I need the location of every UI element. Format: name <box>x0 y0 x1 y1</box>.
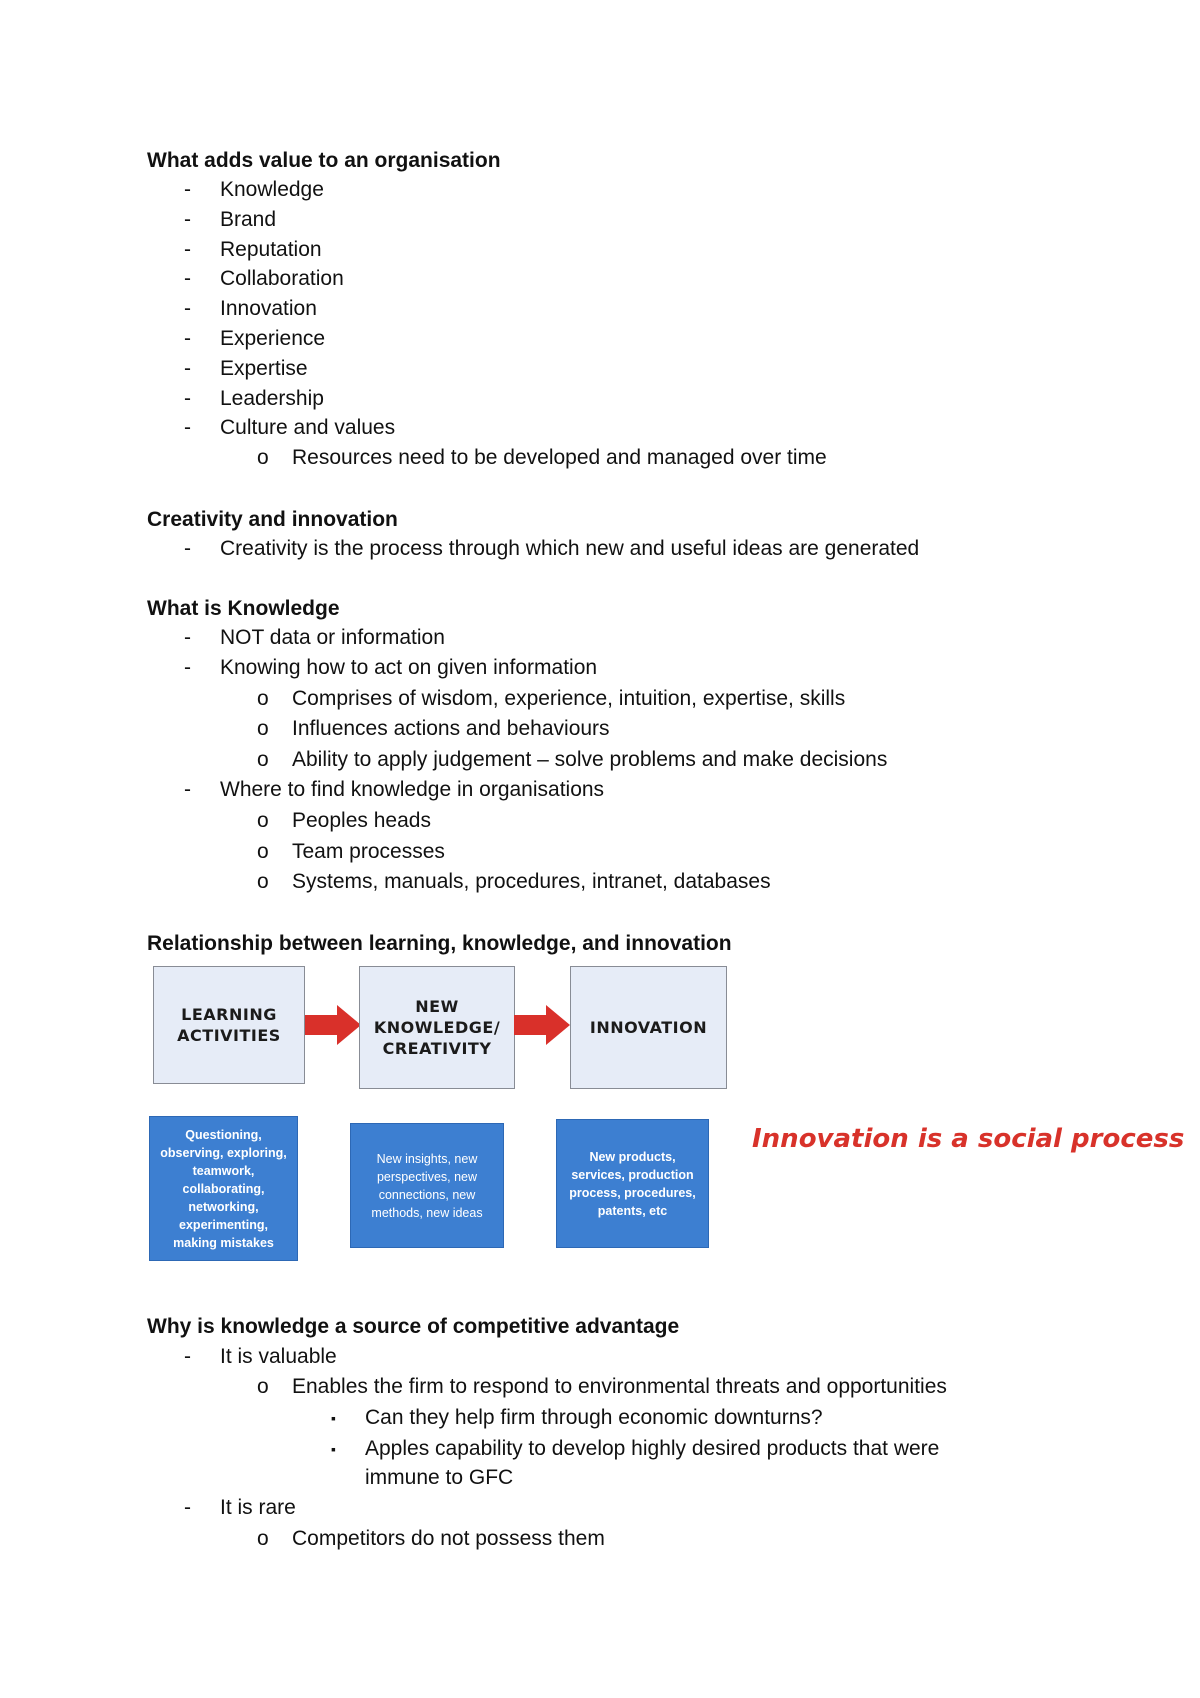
list-item: Leadership <box>220 387 324 410</box>
sub-item: Peoples heads <box>292 809 431 832</box>
dash-bullet: - <box>184 387 191 410</box>
dash-bullet: - <box>184 416 191 439</box>
sub-item: Enables the firm to respond to environmental threats and opportunities <box>292 1375 947 1398</box>
circle-bullet: o <box>257 717 269 740</box>
sub-item: Resources need to be developed and managed over time <box>292 446 827 469</box>
box-new-knowledge-creativity: NEW KNOWLEDGE/ CREATIVITY <box>359 966 515 1089</box>
arrow-right-icon <box>514 1005 570 1045</box>
dash-bullet: - <box>184 778 191 801</box>
section-heading: Why is knowledge a source of competitive advantage <box>147 1315 680 1338</box>
arrow-right-icon <box>305 1005 361 1045</box>
circle-bullet: o <box>257 840 269 863</box>
list-item: Where to find knowledge in organisations <box>220 778 605 801</box>
sub-sub-item: Can they help firm through economic downturns? <box>365 1406 823 1429</box>
sub-item: Ability to apply judgement – solve problems and make decisions <box>292 748 888 771</box>
list-item: Reputation <box>220 238 322 261</box>
sub-item: Comprises of wisdom, experience, intuition, expertise, skills <box>292 687 846 710</box>
list-item: It is valuable <box>220 1345 337 1368</box>
square-bullet: ▪ <box>331 1410 336 1426</box>
circle-bullet: o <box>257 809 269 832</box>
section-heading: Creativity and innovation <box>147 508 398 531</box>
dash-bullet: - <box>184 208 191 231</box>
new-knowledge-detail: New insights, new perspectives, new connections, new methods, new ideas <box>350 1123 504 1248</box>
dash-bullet: - <box>184 178 191 201</box>
circle-bullet: o <box>257 446 269 469</box>
list-item: Creativity is the process through which new and useful ideas are generated <box>220 537 920 560</box>
list-item: It is rare <box>220 1496 296 1519</box>
circle-bullet: o <box>257 1375 269 1398</box>
dash-bullet: - <box>184 357 191 380</box>
sub-item: Competitors do not possess them <box>292 1527 605 1550</box>
dash-bullet: - <box>184 327 191 350</box>
section-heading: Relationship between learning, knowledge, and innovation <box>147 932 732 955</box>
list-item: Brand <box>220 208 277 231</box>
sub-sub-item: Apples capability to develop highly desired products that were <box>365 1437 940 1460</box>
innovation-detail: New products, services, production process, procedures, patents, etc <box>556 1119 709 1248</box>
dash-bullet: - <box>184 656 191 679</box>
sub-sub-item-continuation: immune to GFC <box>365 1466 514 1489</box>
list-item: Innovation <box>220 297 317 320</box>
list-item: Knowledge <box>220 178 324 201</box>
square-bullet: ▪ <box>331 1441 336 1457</box>
box-learning-activities: LEARNING ACTIVITIES <box>153 966 305 1084</box>
circle-bullet: o <box>257 1527 269 1550</box>
slogan-text: Innovation is a social process <box>752 1124 1185 1154</box>
sub-item: Team processes <box>292 840 445 863</box>
learning-activities-detail: Questioning, observing, exploring, teamwork, collaborating, networking, experimenting, making mistakes <box>149 1116 298 1261</box>
list-item: Culture and values <box>220 416 396 439</box>
box-innovation: INNOVATION <box>570 966 727 1089</box>
list-item: Collaboration <box>220 267 344 290</box>
list-item: NOT data or information <box>220 626 445 649</box>
dash-bullet: - <box>184 297 191 320</box>
dash-bullet: - <box>184 626 191 649</box>
circle-bullet: o <box>257 870 269 893</box>
sub-item: Influences actions and behaviours <box>292 717 610 740</box>
circle-bullet: o <box>257 687 269 710</box>
sub-item: Systems, manuals, procedures, intranet, databases <box>292 870 771 893</box>
dash-bullet: - <box>184 537 191 560</box>
dash-bullet: - <box>184 1496 191 1519</box>
dash-bullet: - <box>184 1345 191 1368</box>
list-item: Experience <box>220 327 326 350</box>
section-heading: What is Knowledge <box>147 597 340 620</box>
list-item: Expertise <box>220 357 308 380</box>
dash-bullet: - <box>184 267 191 290</box>
circle-bullet: o <box>257 748 269 771</box>
dash-bullet: - <box>184 238 191 261</box>
list-item: Knowing how to act on given information <box>220 656 598 679</box>
section-heading: What adds value to an organisation <box>147 149 501 172</box>
